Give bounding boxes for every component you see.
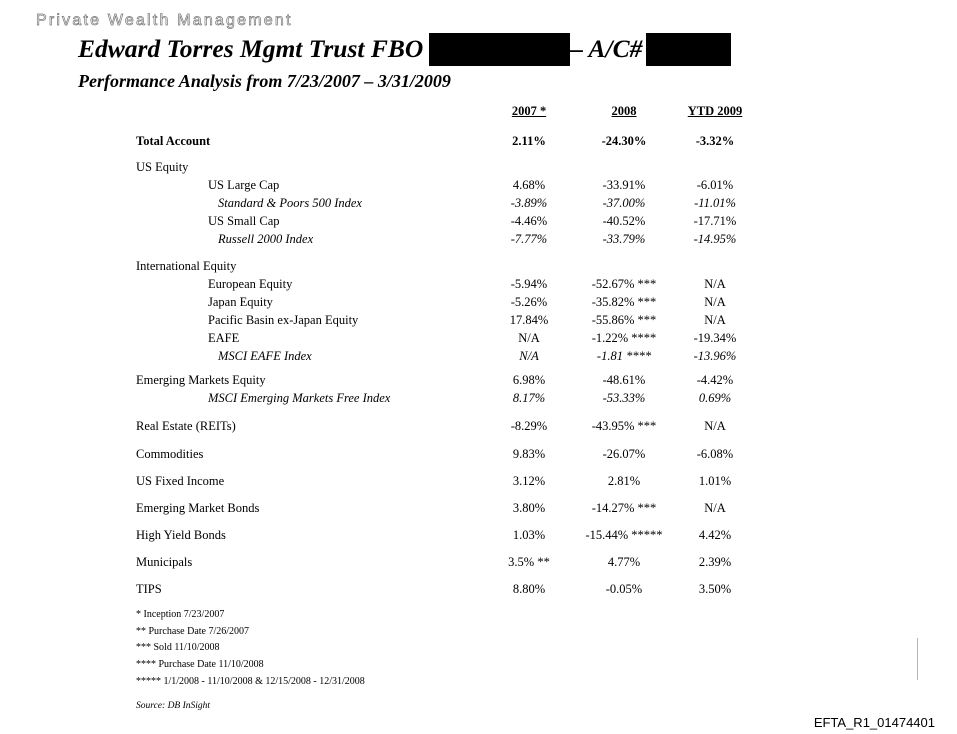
cell-value: 17.84% <box>509 313 549 327</box>
cell-value: -5.94% <box>510 277 548 291</box>
cell-value: 6.98% <box>512 373 546 387</box>
row-label: Municipals <box>136 555 193 569</box>
bates-number: EFTA_R1_01474401 <box>813 715 935 730</box>
cell-value: -33.91% <box>602 178 646 192</box>
cell-value: -17.71% <box>693 214 737 228</box>
row-label: High Yield Bonds <box>136 528 226 542</box>
column-header-2008: 2008 <box>611 104 637 118</box>
row-label: International Equity <box>136 259 237 273</box>
row-label: US Large Cap <box>208 178 280 192</box>
cell-value: 0.69% <box>698 391 732 405</box>
table-row <box>0 501 957 519</box>
row-label: US Small Cap <box>208 214 280 228</box>
cell-value: -52.67% *** <box>591 277 657 291</box>
table-row <box>0 373 957 391</box>
table-row <box>0 555 957 573</box>
cell-value: N/A <box>704 501 726 515</box>
row-label: Total Account <box>136 134 211 148</box>
row-label: Emerging Markets Equity <box>136 373 266 387</box>
cell-value: -6.01% <box>696 178 734 192</box>
table-row <box>0 160 957 178</box>
cell-value: 1.01% <box>698 474 732 488</box>
table-row <box>0 277 957 295</box>
table-row <box>0 232 957 250</box>
cell-value: -33.79% <box>602 232 646 246</box>
row-label: MSCI Emerging Markets Free Index <box>208 391 391 405</box>
table-row <box>0 196 957 214</box>
table-row <box>0 259 957 277</box>
footnote: ** Purchase Date 7/26/2007 <box>136 625 250 637</box>
cell-value: 3.50% <box>698 582 732 596</box>
cell-value: -37.00% <box>602 196 646 210</box>
document-subtitle: Performance Analysis from 7/23/2007 – 3/31/2009 <box>78 71 451 91</box>
account-label: – A/C# <box>570 34 643 63</box>
scan-edge-line <box>917 638 918 680</box>
cell-value: N/A <box>519 349 539 363</box>
table-row <box>0 349 957 367</box>
cell-value: -35.82% *** <box>591 295 657 309</box>
table-row <box>0 419 957 437</box>
cell-value: -19.34% <box>693 331 737 345</box>
cell-value: 4.77% <box>607 555 641 569</box>
cell-value: -14.27% *** <box>591 501 657 515</box>
cell-value: -3.89% <box>510 196 548 210</box>
cell-value: -48.61% <box>602 373 646 387</box>
cell-value: -3.32% <box>695 134 735 148</box>
footnotes <box>136 607 365 691</box>
cell-value: -7.77% <box>510 232 548 246</box>
cell-value: -8.29% <box>510 419 548 433</box>
cell-value: -13.96% <box>693 349 737 363</box>
row-label: MSCI EAFE Index <box>218 349 312 363</box>
cell-value: 2.81% <box>607 474 641 488</box>
table-row <box>0 331 957 349</box>
table-row <box>0 134 957 152</box>
table-row <box>0 214 957 232</box>
column-header-2007: 2007 * <box>511 104 547 118</box>
cell-value: 2.11% <box>512 134 546 148</box>
table-row <box>0 447 957 465</box>
cell-value: N/A <box>704 295 726 309</box>
row-label: Pacific Basin ex-Japan Equity <box>208 313 359 327</box>
cell-value: 4.42% <box>698 528 732 542</box>
cell-value: -14.95% <box>693 232 737 246</box>
cell-value: 2.39% <box>698 555 732 569</box>
cell-value: N/A <box>518 331 540 345</box>
cell-value: 3.5% ** <box>508 555 550 569</box>
row-label: EAFE <box>208 331 240 345</box>
cell-value: 3.80% <box>512 501 546 515</box>
title-text: Edward Torres Mgmt Trust FBO <box>78 34 424 63</box>
cell-value: -53.33% <box>602 391 646 405</box>
row-label: Real Estate (REITs) <box>136 419 236 433</box>
row-label: Commodities <box>136 447 204 461</box>
table-row <box>0 474 957 492</box>
table-row <box>0 528 957 546</box>
cell-value: 8.80% <box>512 582 546 596</box>
cell-value: 1.03% <box>512 528 546 542</box>
cell-value: -15.44% ***** <box>585 528 663 542</box>
cell-value: -4.42% <box>696 373 734 387</box>
row-label: Emerging Market Bonds <box>136 501 260 515</box>
redaction-block-name <box>429 33 570 66</box>
cell-value: N/A <box>704 419 726 433</box>
table-row <box>0 178 957 196</box>
row-label: European Equity <box>208 277 293 291</box>
row-label: US Equity <box>136 160 189 174</box>
table-row <box>0 582 957 600</box>
column-header-ytd-2009: YTD 2009 <box>687 104 743 118</box>
cell-value: -0.05% <box>605 582 643 596</box>
cell-value: -24.30% <box>601 134 647 148</box>
table-row <box>0 295 957 313</box>
footnote: *** Sold 11/10/2008 <box>136 642 220 654</box>
cell-value: -40.52% <box>602 214 646 228</box>
source-note: Source: DB InSight <box>136 701 211 711</box>
cell-value: -26.07% <box>602 447 646 461</box>
footnote: **** Purchase Date 11/10/2008 <box>136 659 264 671</box>
brand-header: Private Wealth Management <box>36 12 293 29</box>
cell-value: -1.81 **** <box>596 349 652 363</box>
row-label: US Fixed Income <box>136 474 225 488</box>
footnote: ***** 1/1/2008 - 11/10/2008 & 12/15/2008 - 12/31/2008 <box>136 675 365 687</box>
cell-value: N/A <box>704 277 726 291</box>
cell-value: 9.83% <box>512 447 546 461</box>
cell-value: 4.68% <box>512 178 546 192</box>
redaction-block-account <box>646 33 731 66</box>
cell-value: N/A <box>704 313 726 327</box>
cell-value: -6.08% <box>696 447 734 461</box>
cell-value: -43.95% *** <box>591 419 657 433</box>
cell-value: 8.17% <box>512 391 546 405</box>
footnote: * Inception 7/23/2007 <box>136 609 225 620</box>
cell-value: -55.86% *** <box>591 313 657 327</box>
cell-value: -5.26% <box>510 295 548 309</box>
row-label: Japan Equity <box>208 295 273 309</box>
row-label: Standard & Poors 500 Index <box>218 196 362 210</box>
document-title <box>78 31 731 67</box>
table-row <box>0 391 957 409</box>
table-row <box>0 313 957 331</box>
cell-value: 3.12% <box>512 474 546 488</box>
cell-value: -11.01% <box>694 196 736 210</box>
cell-value: -4.46% <box>510 214 548 228</box>
cell-value: -1.22% **** <box>591 331 657 345</box>
row-label: TIPS <box>136 582 162 596</box>
row-label: Russell 2000 Index <box>218 232 314 246</box>
